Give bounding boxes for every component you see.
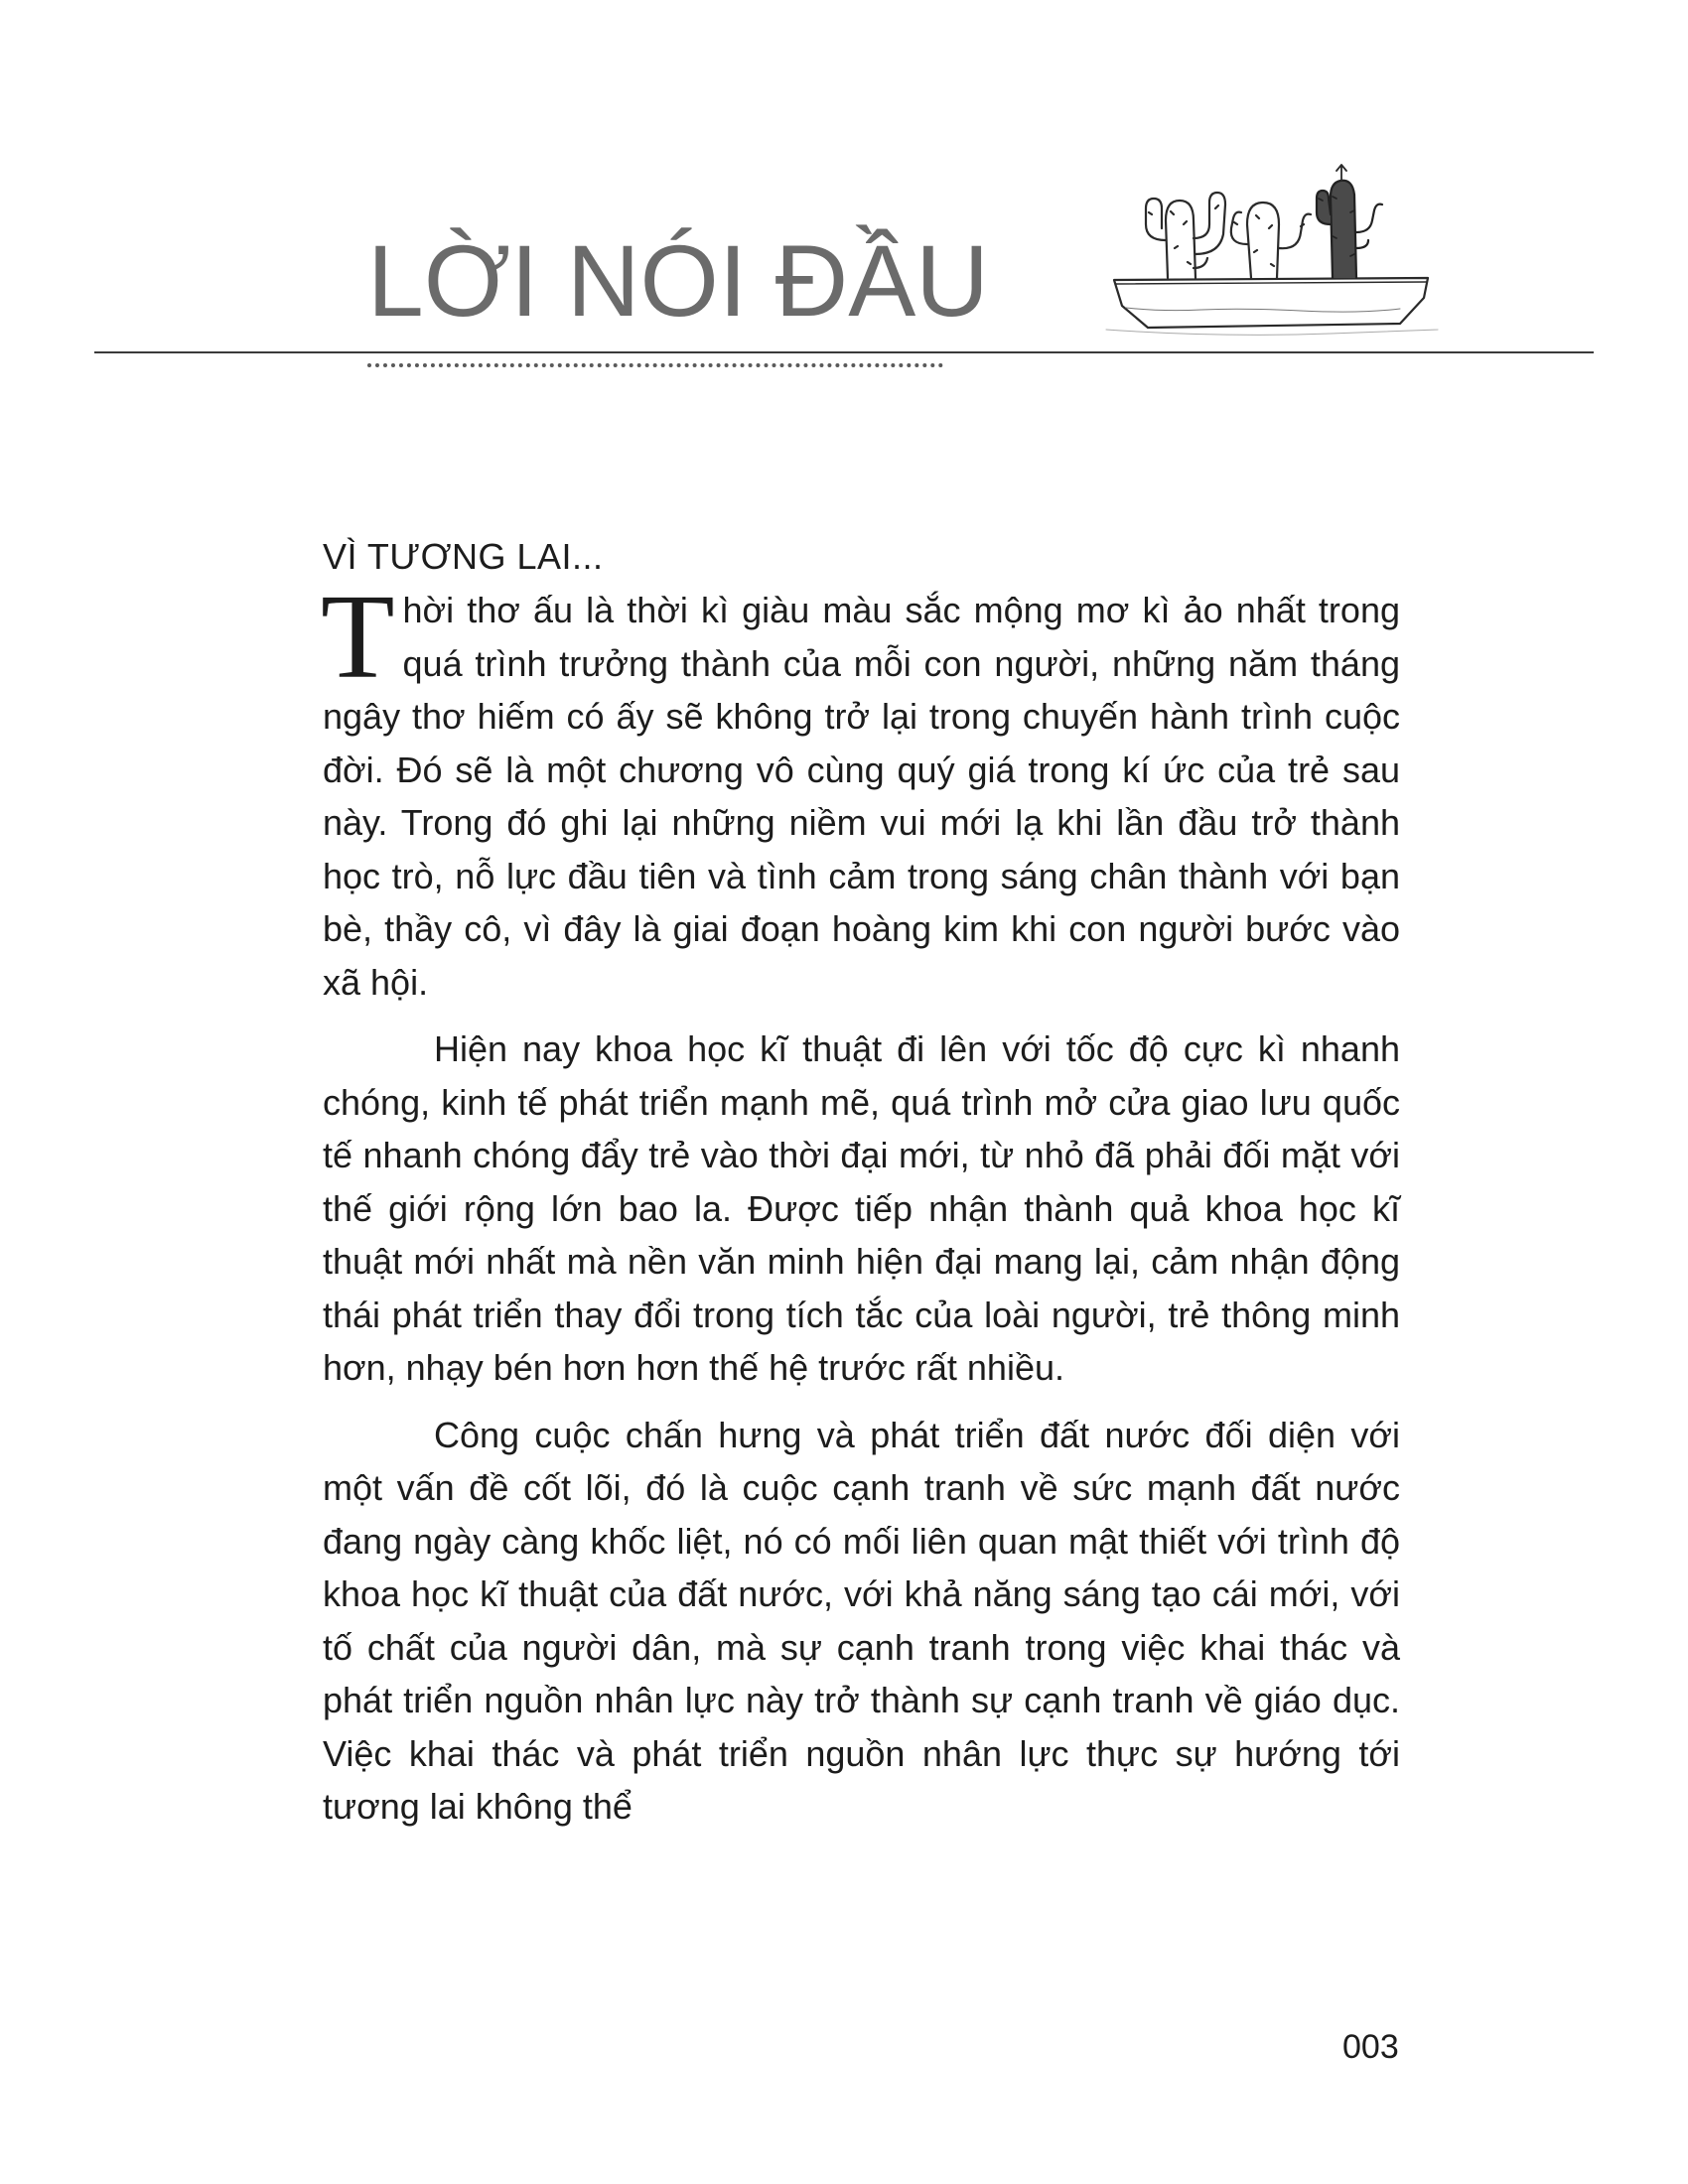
section-heading: VÌ TƯƠNG LAI... <box>323 536 604 577</box>
paragraph <box>321 570 1400 1009</box>
paragraph: Công cuộc chấn hưng và phát triển đất nước đối diện với một vấn đề cốt lõi, đó là cuộc cạnh tranh về sức mạnh đất nước đang ngày càng khốc liệt, nó có mối liên quan mật thiết với trình độ khoa học kĩ thuật của đất nước, với khả năng sáng tạo cái mới, với tố chất của người dân, mà sự cạnh tranh trong việc khai thác và phát triển nguồn nhân lực này trở thành sự cạnh tranh về giáo dục. Việc khai thác và phát triển nguồn nhân lực thực sự hướng tới tương lai không thể <box>323 1414 1400 1827</box>
paragraph: Hiện nay khoa học kĩ thuật đi lên với tốc độ cực kì nhanh chóng, kinh tế phát triển mạnh mẽ, quá trình mở cửa giao lưu quốc tế nhanh chóng đẩy trẻ vào thời đại mới, từ nhỏ đã phải đối mặt với thế giới rộng lớn bao la. Được tiếp nhận thành quả khoa học kĩ thuật mới nhất mà nền văn minh hiện đại mang lại, cảm nhận động thái phát triển thay đổi trong tích tắc của loài người, trẻ thông minh hơn, nhạy bén hơn hơn thế hệ trước rất nhiều. <box>323 1028 1400 1388</box>
cactus-pot-icon <box>1102 129 1440 342</box>
preface-body <box>323 529 1400 1847</box>
title-dotted-rule <box>367 363 943 367</box>
page-title: LỜI NÓI ĐẦU <box>367 224 989 338</box>
page-number: 003 <box>1342 2028 1399 2066</box>
paragraph-text: hời thơ ấu là thời kì giàu màu sắc mộng mơ kì ảo nhất trong quá trình trưởng thành của mỗi con người, những năm tháng ngây thơ hiếm có ấy sẽ không trở lại trong chuyến hành trình cuộc đời. Đó sẽ là một chương vô cùng quý giá trong kí ức của trẻ sau này. Trong đó ghi lại những niềm vui mới lạ khi lần đầu trở thành học trò, nỗ lực đầu tiên và tình cảm trong sáng chân thành với bạn bè, thầy cô, vì đây là giai đoạn hoàng kim khi con người bước vào xã hội. <box>323 590 1400 1003</box>
title-underline <box>94 351 1594 353</box>
drop-cap: T <box>321 570 395 704</box>
